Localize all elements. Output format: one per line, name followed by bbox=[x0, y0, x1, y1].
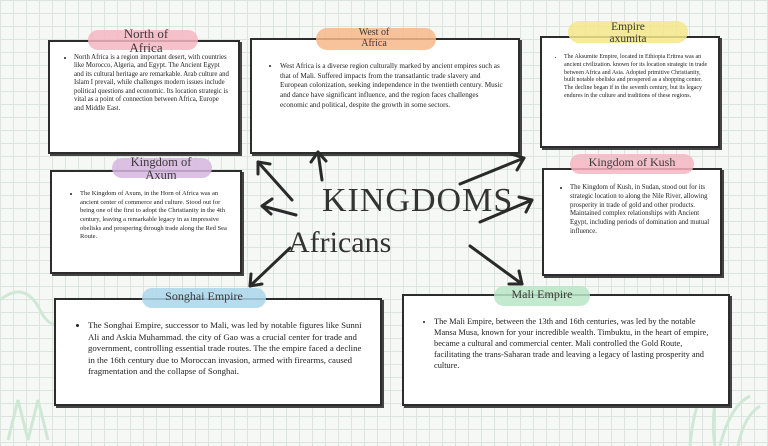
arrow-mali bbox=[470, 246, 522, 284]
text-axum: • The Kingdom of Axum, in the Horn of Africa was an ancient center of commerce and culture. Stood out for being one of the first to adopt the Christianity in the 4th century, leaving a remarkable legacy in as impressive obelisks and prospering through trade along the Red Sea Route. bbox=[80, 190, 232, 242]
title-axum bbox=[100, 156, 222, 182]
title-west-africa bbox=[312, 28, 436, 49]
center-subtitle: Africans bbox=[288, 226, 392, 259]
text-songhai: • The Songhai Empire, successor to Mali, was led by notable figures like Sunni Ali and Askia Muhammad. the city of Gao was a crucial center for trade and government, controlling essential trade routes. The the empire faced a decline in the 16th century due to Moroccan invasion, armed with firearms, caused fragmentation and the collapse of Songhai. bbox=[88, 320, 370, 378]
title-axum-line2: Axum bbox=[145, 168, 177, 183]
text-west-africa: • West Africa is a diverse region culturally marked by ancient empires such as that of Mali. Suffered impacts from the transatlantic trade slavery and European colonization, seeking independence in the twentieth century. Music and dance have significant influence, and the region faces challenges economic and political, despite the growth in some sectors. bbox=[280, 62, 506, 111]
title-north-africa-line2: Africa bbox=[129, 39, 163, 55]
title-axumita-line1: Empire bbox=[611, 21, 645, 33]
title-kush: Kingdom of Kush bbox=[588, 155, 676, 169]
text-kush: • The Kingdom of Kush, in Sudan, stood out for its strategic location to along the Nile River, allowing prosperity in trade of gold and other products. Maintained complex relationships with Ancient Egypt, including periods of domination and mutual influence. bbox=[570, 184, 712, 237]
title-north-africa bbox=[84, 27, 208, 54]
title-north-africa-line1: North of bbox=[123, 26, 169, 41]
text-mali: • The Mali Empire, between the 13th and 16th centuries, was led by the notable Mansa Musa, known for your incredible wealth. Timbuktu, in the heart of empire, became a cultural and commercial center. Mali controlled the Gold Route, facilitating the trans-Saharan trade and leaving a legacy of lasting prosperity and culture. bbox=[434, 316, 718, 371]
text-north-africa: • North Africa is a region important desert, with countries like Morocco, Algeria, and Egypt. The Ancient Egypt and its cultural heritage are remarkable. Arab culture and Islam I prevail, while challenges modern issues include political questions and economic. Its location strategic is vital as a point of connection between Africa, Europe and Middle East. bbox=[74, 54, 230, 113]
arrow-kush bbox=[480, 200, 532, 222]
arrow-north-africa bbox=[258, 162, 292, 200]
title-axum-line1: Kingdom of bbox=[130, 155, 192, 169]
text-axumita: • The Aksumite Empire, located in Ethiopia Eritrea was an ancient civilization. known for its location strategic in trade between Africa and Asia. Adopted primitive Christianity, built notable obelisks and prospered as a shopping center. The decline began if in the seventh century, but its legacy endures in the culture and traditions of these regions. bbox=[564, 54, 710, 101]
title-axumita-line2: axumita bbox=[609, 33, 647, 46]
title-west-africa-line2: Africa bbox=[361, 37, 387, 49]
title-west-africa-line1: West of bbox=[358, 27, 390, 38]
title-mali: Mali Empire bbox=[511, 287, 573, 301]
center-title: KINGDOMS bbox=[322, 182, 514, 219]
arrow-axumita bbox=[460, 158, 524, 184]
arrow-songhai bbox=[250, 248, 290, 286]
title-axumita bbox=[566, 21, 690, 45]
title-songhai: Songhai Empire bbox=[165, 289, 243, 303]
